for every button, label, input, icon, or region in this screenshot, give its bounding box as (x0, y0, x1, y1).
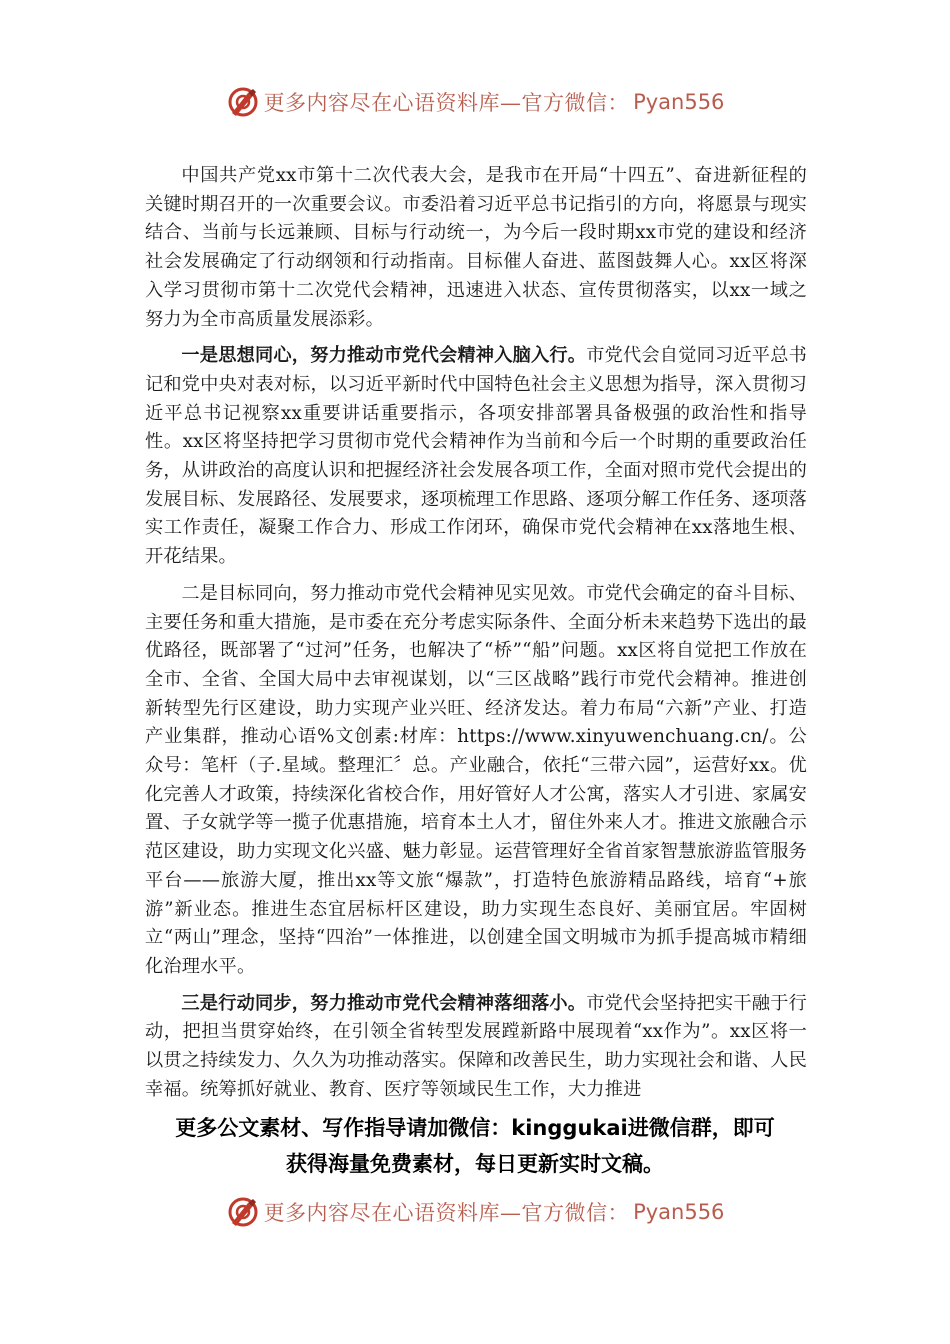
article-body (145, 162, 807, 1113)
promo-line-1: 更多公文素材、写作指导请加微信：kinggukai进微信群，即可 (175, 1116, 775, 1140)
promo-line-2: 获得海量免费素材，每日更新实时文稿。 (286, 1152, 664, 1176)
paragraph-point-1 (145, 342, 807, 572)
paragraph-point-3 (145, 990, 807, 1105)
banner-text: 更多内容尽在心语资料库—官方微信： (263, 1201, 630, 1225)
footer-watermark-banner (0, 1192, 950, 1232)
logo-icon (226, 85, 260, 119)
logo-icon (226, 1195, 260, 1229)
paragraph-lead: 三是行动同步，努力推动市党代会精神落细落小。 (181, 992, 587, 1014)
paragraph-text: 市党代会自觉同习近平总书记和党中央对表对标，以习近平新时代中国特色社会主义思想为指导，深入贯彻习近平总书记视察xx重要讲话重要指示，各项安排部署具备极强的政治性和指导性。xx区将坚持把学习贯彻市党代会精神作为当前和今后一个时期的重要政治任务，从讲政治的高度认识和把握经济社会发展各项工作，全面对照市党代会提出的发展目标、发展路径、发展要求，逐项梳理工作思路、逐项分解工作任务、逐项落实工作责任，凝聚工作合力、形成工作闭环，确保市党代会精神在xx落地生根、开花结果。 (145, 345, 807, 568)
banner-text: 更多内容尽在心语资料库—官方微信： (263, 91, 630, 115)
banner-handle: Pyan556 (633, 1200, 725, 1224)
banner-handle: Pyan556 (633, 90, 725, 114)
paragraph-intro (145, 162, 807, 334)
paragraph-point-2 (145, 580, 807, 982)
paragraph-text: 市党代会坚持把实干融于行动，把担当贯穿始终，在引领全省转型发展蹚新路中展现着“xx作为”。xx区将一以贯之持续发力、久久为功推动落实。保障和改善民生，助力实现社会和谐、人民幸福。统筹抓好就业、教育、医疗等领域民生工作，大力推进 (145, 992, 807, 1100)
paragraph-text: 中国共产党xx市第十二次代表大会，是我市在开局“十四五”、奋进新征程的关键时期召开的一次重要会议。市委沿着习近平总书记指引的方向，将愿景与现实结合、当前与长远兼顾、目标与行动统一，为今后一段时期xx市党的建设和经济社会发展确定了行动纲领和行动指南。目标催人奋进、蓝图鼓舞人心。xx区将深入学习贯彻市第十二次党代会精神，迅速进入状态、宣传贯彻落实，以xx一域之努力为全市高质量发展添彩。 (145, 165, 807, 330)
paragraph-text: 二是目标同向，努力推动市党代会精神见实见效。市党代会确定的奋斗目标、主要任务和重大措施，是市委在充分考虑实际条件、全面分析未来趋势下选出的最优路径，既部署了“过河”任务，也解决了“桥”“船”问题。xx区将自觉把工作放在全市、全省、全国大局中去审视谋划，以“三区战略”践行市党代会精神。推进创新转型先行区建设，助力实现产业兴旺、经济发达。着力布局“六新”产业、打造产业集群，推动心语%文创素:材库：https://www.xinyuwenchuang.cn/。公众号：笔杆（子.星域。整理汇〞总。产业融合，依托“三带六园”，运营好xx。优化完善人才政策，持续深化省校合作，用好管好人才公寓，落实人才引进、家属安置、子女就学等一揽子优惠措施，培育本土人才，留住外来人才。推进文旅融合示范区建设，助力实现文化兴盛、魅力彰显。运营管理好全省首家智慧旅游监管服务平台——旅游大厦，推出xx等文旅“爆款”，打造特色旅游精品路线，培育“+旅游”新业态。推进生态宜居标杆区建设，助力实现生态良好、美丽宜居。牢固树立“两山”理念，坚持“四治”一体推进，以创建全国文明城市为抓手提高城市精细化治理水平。 (145, 582, 807, 977)
paragraph-lead: 一是思想同心，努力推动市党代会精神入脑入行。 (181, 345, 587, 367)
header-watermark-banner (0, 82, 950, 122)
